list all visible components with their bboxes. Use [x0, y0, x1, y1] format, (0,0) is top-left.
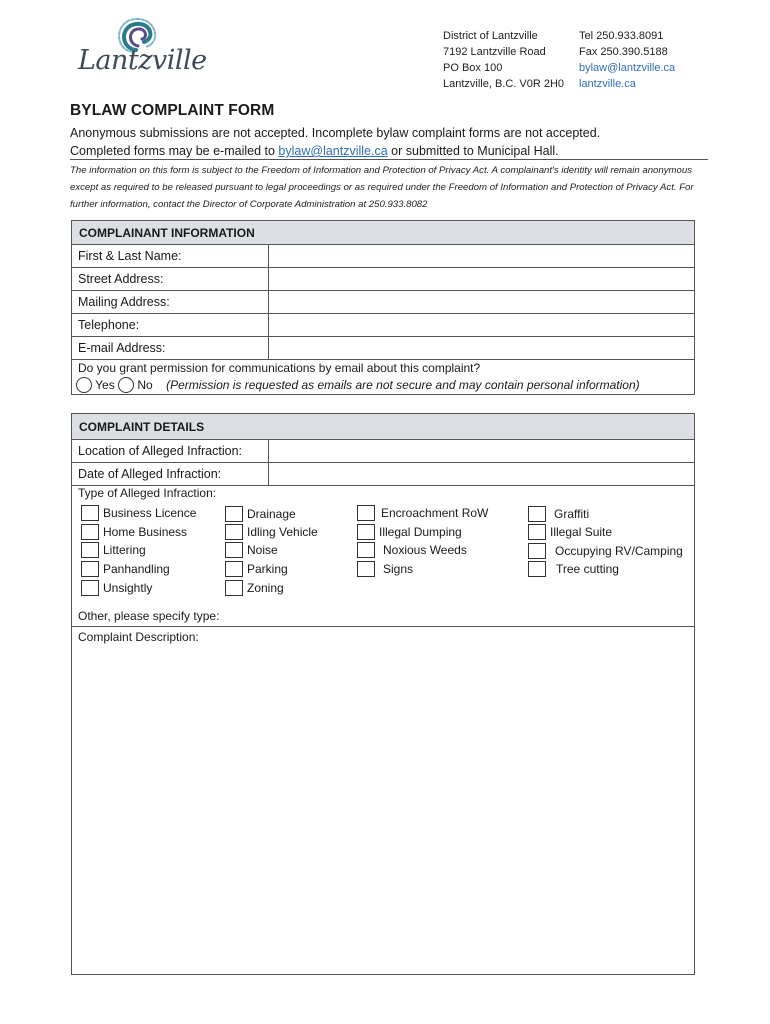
permission-question: Do you grant permission for communications by email about this complaint? — [78, 361, 481, 375]
email-field[interactable] — [268, 337, 694, 359]
website-link[interactable]: lantzville.ca — [579, 78, 636, 90]
field-label: E-mail Address: — [78, 341, 166, 355]
telephone-field[interactable] — [268, 314, 694, 336]
checkbox-label: Illegal Suite — [550, 525, 613, 539]
section-header: COMPLAINANT INFORMATION — [72, 221, 694, 245]
logo-wordmark: Lantzville — [78, 45, 207, 76]
checkbox-label: Unsightly — [103, 581, 153, 595]
location-row — [72, 440, 694, 463]
intro-text: Completed forms may be e-mailed to — [70, 144, 279, 158]
date-field[interactable] — [268, 463, 694, 485]
checkbox[interactable] — [528, 543, 546, 559]
checkbox-label: Graffiti — [554, 507, 590, 521]
address-line: Lantzville, B.C. V0R 2H0 — [443, 78, 565, 90]
intro-line-2 — [70, 142, 710, 160]
checkbox[interactable] — [528, 561, 546, 577]
name-row — [72, 245, 694, 268]
privacy-notice: The information on this form is subject to the Freedom of Information and Protection of Privacy Act. A complainant's identity will remain anonymous except as required to be released pursuant to legal proceedings or as required under the Freedom of Information and Protection of Privacy Act. For further information, contact the Director of Corporate Administration at 250.933.8082 — [70, 165, 694, 210]
district-address — [443, 28, 564, 92]
complaint-description-label: Complaint Description: — [78, 630, 199, 644]
field-label: Date of Alleged Infraction: — [78, 467, 222, 481]
checkbox[interactable] — [81, 580, 99, 596]
field-label: Telephone: — [78, 318, 140, 332]
field-label: Mailing Address: — [78, 295, 170, 309]
checkbox-label: Business Licence — [103, 506, 197, 520]
contact-email-link[interactable]: bylaw@lantzville.ca — [579, 62, 676, 74]
checkbox[interactable] — [81, 561, 99, 577]
district-contact — [579, 28, 675, 92]
checkbox-label: Drainage — [247, 507, 296, 521]
complainant-section — [71, 220, 695, 395]
checkbox[interactable] — [225, 506, 243, 522]
checkbox-label: Tree cutting — [556, 562, 619, 576]
checkbox-label: Signs — [383, 562, 414, 576]
address-line: District of Lantzville — [443, 30, 538, 42]
checkbox[interactable] — [225, 561, 243, 577]
form-title: BYLAW COMPLAINT FORM — [70, 102, 275, 119]
permission-note: (Permission is requested as emails are not secure and may contain personal information) — [166, 378, 640, 392]
field-label: Location of Alleged Infraction: — [78, 444, 243, 458]
street-address-field[interactable] — [268, 268, 694, 290]
email-row — [72, 337, 694, 360]
checkbox[interactable] — [81, 542, 99, 558]
permission-options — [76, 377, 640, 393]
mailing-address-field[interactable] — [268, 291, 694, 313]
name-field[interactable] — [268, 245, 694, 267]
field-label: First & Last Name: — [78, 249, 182, 263]
checkbox-label: Zoning — [247, 581, 284, 595]
no-radio[interactable] — [118, 377, 134, 393]
checkbox[interactable] — [357, 542, 375, 558]
checkbox-label: Littering — [103, 543, 146, 557]
field-label: Street Address: — [78, 272, 164, 286]
divider — [70, 159, 708, 160]
location-field[interactable] — [268, 440, 694, 462]
section-header: COMPLAINT DETAILS — [72, 414, 694, 440]
date-row — [72, 463, 694, 486]
telephone-row — [72, 314, 694, 337]
complaint-details-section — [71, 413, 695, 975]
intro-line: Anonymous submissions are not accepted. Incomplete bylaw complaint forms are not accepted. — [70, 126, 601, 140]
no-label: No — [137, 378, 153, 392]
fax-number: Fax 250.390.5188 — [579, 46, 668, 58]
checkbox-label: Noxious Weeds — [383, 543, 467, 557]
checkbox[interactable] — [357, 561, 375, 577]
yes-radio[interactable] — [76, 377, 92, 393]
mailing-row — [72, 291, 694, 314]
address-line: PO Box 100 — [443, 62, 503, 74]
bylaw-email-link[interactable]: bylaw@lantzville.ca — [278, 144, 388, 158]
checkbox[interactable] — [81, 505, 99, 521]
other-type-label: Other, please specify type: — [78, 609, 220, 623]
intro-text: or submitted to Municipal Hall. — [387, 144, 559, 158]
checkbox[interactable] — [528, 506, 546, 522]
checkbox[interactable] — [81, 524, 99, 540]
divider — [72, 626, 694, 627]
address-line: 7192 Lantzville Road — [443, 46, 546, 58]
checkbox[interactable] — [357, 505, 375, 521]
checkbox-label: Idling Vehicle — [247, 525, 318, 539]
checkbox-label: Encroachment RoW — [381, 506, 489, 520]
checkbox[interactable] — [528, 524, 546, 540]
checkbox-label: Illegal Dumping — [379, 525, 462, 539]
checkbox-label: Panhandling — [103, 562, 170, 576]
street-row — [72, 268, 694, 291]
yes-label: Yes — [95, 378, 115, 392]
checkbox-label: Noise — [247, 543, 278, 557]
infraction-type-label: Type of Alleged Infraction: — [78, 486, 217, 500]
checkbox[interactable] — [225, 524, 243, 540]
checkbox[interactable] — [357, 524, 375, 540]
checkbox-label: Home Business — [103, 525, 188, 539]
form-intro — [70, 124, 710, 160]
checkbox[interactable] — [225, 580, 243, 596]
tel-number: Tel 250.933.8091 — [579, 30, 664, 42]
checkbox-label: Parking — [247, 562, 288, 576]
checkbox[interactable] — [225, 542, 243, 558]
checkbox-label: Occupying RV/Camping — [555, 544, 683, 558]
